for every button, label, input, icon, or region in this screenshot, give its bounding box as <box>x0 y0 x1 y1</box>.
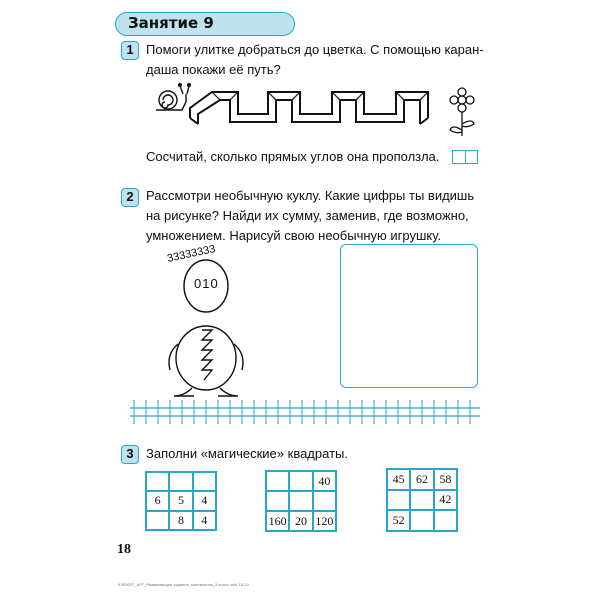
task-2-number: 2 <box>121 188 139 207</box>
magic-cell[interactable] <box>146 511 169 530</box>
magic-square-1 <box>145 471 217 531</box>
task-3-text: Заполни «магические» квадраты. <box>146 446 348 461</box>
magic-cell[interactable] <box>387 490 410 511</box>
doll-face: 010 <box>194 276 219 291</box>
magic-cell[interactable]: 52 <box>387 510 410 531</box>
doll-drawing <box>150 240 260 400</box>
magic-cell[interactable] <box>289 471 312 491</box>
magic-cell[interactable]: 160 <box>266 511 289 531</box>
magic-cell[interactable]: 8 <box>169 511 192 530</box>
magic-cell[interactable] <box>289 491 312 511</box>
magic-cell[interactable]: 120 <box>313 511 336 531</box>
snail-icon <box>156 84 190 110</box>
doll-foot-left <box>174 388 194 396</box>
magic-cell[interactable] <box>146 472 169 491</box>
flower-icon <box>450 88 474 136</box>
task-2-line-3: умножением. Нарисуй свою необычную игрушку. <box>146 228 442 243</box>
page-number: 18 <box>117 542 131 557</box>
drawing-frame[interactable] <box>340 244 478 388</box>
magic-cell[interactable]: 40 <box>313 471 336 491</box>
magic-square-2 <box>265 470 337 532</box>
magic-cell[interactable] <box>410 490 433 511</box>
magic-cell[interactable] <box>169 472 192 491</box>
task-1-line-1: Помоги улитке добраться до цветка. С помощью каран- <box>146 42 484 57</box>
magic-cell[interactable] <box>266 491 289 511</box>
decorative-ruler <box>130 398 480 426</box>
magic-cell[interactable]: 42 <box>434 490 457 511</box>
task-1-line-2: даша покажи её путь? <box>146 62 281 77</box>
magic-cell[interactable]: 5 <box>169 491 192 510</box>
answer-box[interactable] <box>452 150 478 164</box>
maze-path <box>190 92 428 124</box>
magic-cell[interactable]: 4 <box>193 491 216 510</box>
doll-hair: 33333333 <box>166 243 217 265</box>
magic-square-3 <box>386 468 458 532</box>
doll-zigzag <box>202 330 212 380</box>
task-2-line-1: Рассмотри необычную куклу. Какие цифры ты видишь <box>146 188 475 203</box>
maze-illustration <box>150 78 485 140</box>
magic-cell[interactable]: 4 <box>193 511 216 530</box>
task-3-number: 3 <box>121 445 139 464</box>
magic-cell[interactable] <box>193 472 216 491</box>
task-1-question: Сосчитай, сколько прямых углов она проползла. <box>146 149 440 164</box>
magic-cell[interactable]: 58 <box>434 469 457 490</box>
magic-cell[interactable]: 6 <box>146 491 169 510</box>
task-1-number: 1 <box>121 41 139 60</box>
magic-cell[interactable] <box>266 471 289 491</box>
magic-cell[interactable] <box>434 510 457 531</box>
task-2-line-2: на рисунке? Найди их сумму, заменив, где возможно, <box>146 208 469 223</box>
magic-cell[interactable]: 20 <box>289 511 312 531</box>
magic-cell[interactable] <box>410 510 433 531</box>
lesson-title: Занятие 9 <box>115 12 295 36</box>
magic-cell[interactable]: 45 <box>387 469 410 490</box>
magic-cell[interactable] <box>313 491 336 511</box>
doll-foot-right <box>218 388 238 396</box>
magic-cell[interactable]: 62 <box>410 469 433 490</box>
print-footer: КЛ0065Т_АРТ_Развивающие задания_математика_3 класс.indd 18-19 <box>118 582 249 587</box>
